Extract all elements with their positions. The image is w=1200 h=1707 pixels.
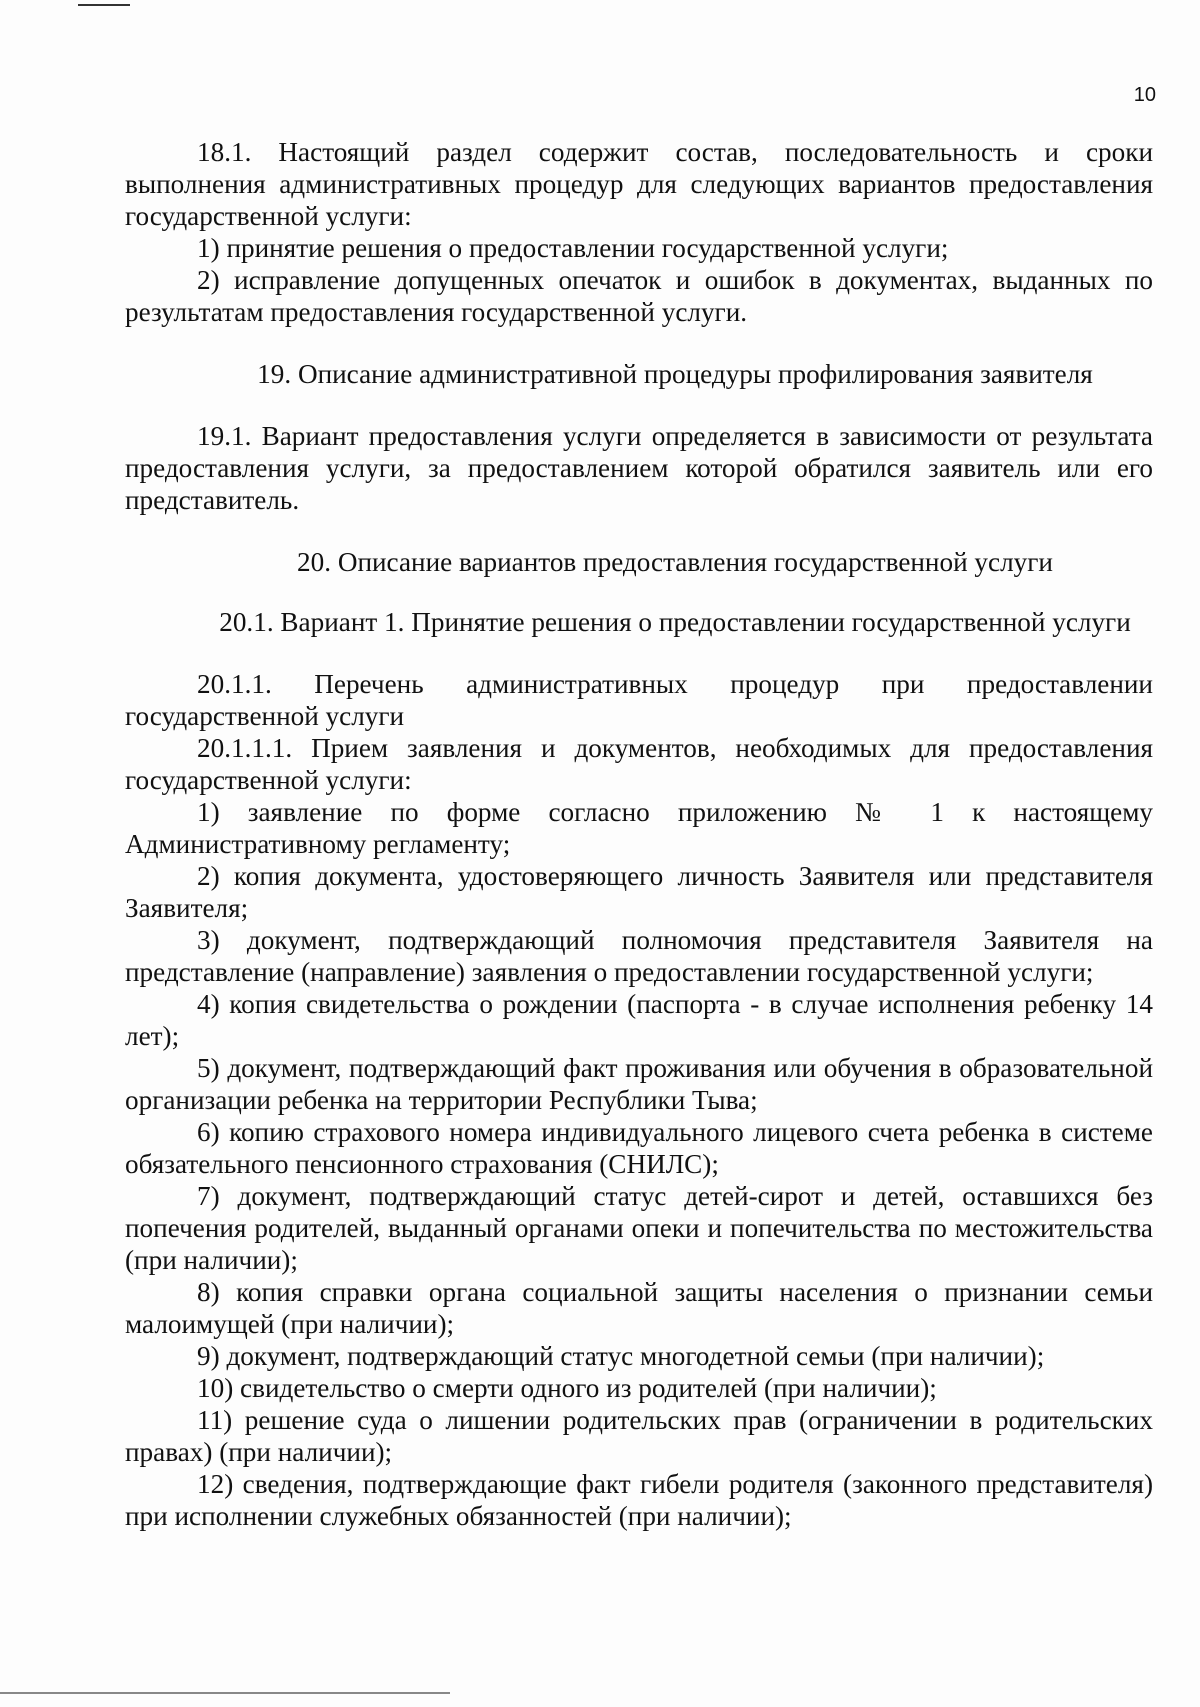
list-item: 9) документ, подтверждающий статус многодетной семьи (при наличии); [197, 1341, 1045, 1371]
section-heading-19: 19. Описание административной процедуры профилирования заявителя [257, 359, 1093, 389]
paragraph-20-1-1: 20.1.1. Перечень административных процедур при предоставлении государственной услуги [125, 669, 1153, 731]
list-item: 6) копию страхового номера индивидуального лицевого счета ребенка в системе обязательного пенсионного страхования (СНИЛС); [125, 1117, 1153, 1179]
list-item: 8) копия справки органа социальной защиты населения о признании семьи малоимущей (при наличии); [125, 1277, 1153, 1339]
section-heading-20: 20. Описание вариантов предоставления государственной услуги [297, 547, 1053, 577]
page-number: 10 [1133, 84, 1156, 106]
list-item: 5) документ, подтверждающий факт проживания или обучения в образовательной организации ребенка на территории Республики Тыва; [125, 1053, 1153, 1115]
paragraph-19-1: 19.1. Вариант предоставления услуги определяется в зависимости от результата предоставления услуги, за предоставлением которой обратился заявитель или его представитель. [125, 421, 1153, 515]
list-item: 2) копия документа, удостоверяющего личность Заявителя или представителя Заявителя; [125, 861, 1153, 923]
list-item: 10) свидетельство о смерти одного из родителей (при наличии); [197, 1373, 937, 1403]
subsection-heading-20-1: 20.1. Вариант 1. Принятие решения о предоставлении государственной услуги [219, 607, 1131, 637]
list-item: 11) решение суда о лишении родительских прав (ограничении в родительских правах) (при наличии); [125, 1405, 1153, 1467]
list-item: 1) заявление по форме согласно приложению № 1 к настоящему Административному регламенту; [125, 797, 1153, 859]
paragraph-18-1: 18.1. Настоящий раздел содержит состав, последовательность и сроки выполнения административных процедур для следующих вариантов предоставления государственной услуги: [125, 137, 1153, 231]
scan-artifact-top [78, 4, 130, 6]
scan-artifact-bottom [0, 1692, 450, 1694]
list-item-18-1-1: 1) принятие решения о предоставлении государственной услуги; [197, 233, 949, 263]
list-item-18-1-2: 2) исправление допущенных опечаток и ошибок в документах, выданных по результатам предоставления государственной услуги. [125, 265, 1153, 327]
list-item: 7) документ, подтверждающий статус детей-сирот и детей, оставшихся без попечения родителей, выданный органами опеки и попечительства по местожительства (при наличии); [125, 1181, 1153, 1275]
list-item: 4) копия свидетельства о рождении (паспорта - в случае исполнения ребенку 14 лет); [125, 989, 1153, 1051]
document-body [125, 136, 1153, 1532]
list-item: 3) документ, подтверждающий полномочия представителя Заявителя на представление (направление) заявления о предоставлении государственной услуги; [125, 925, 1153, 987]
paragraph-20-1-1-1: 20.1.1.1. Прием заявления и документов, необходимых для предоставления государственной услуги: [125, 733, 1153, 795]
list-item: 12) сведения, подтверждающие факт гибели родителя (законного представителя) при исполнении служебных обязанностей (при наличии); [125, 1469, 1153, 1531]
